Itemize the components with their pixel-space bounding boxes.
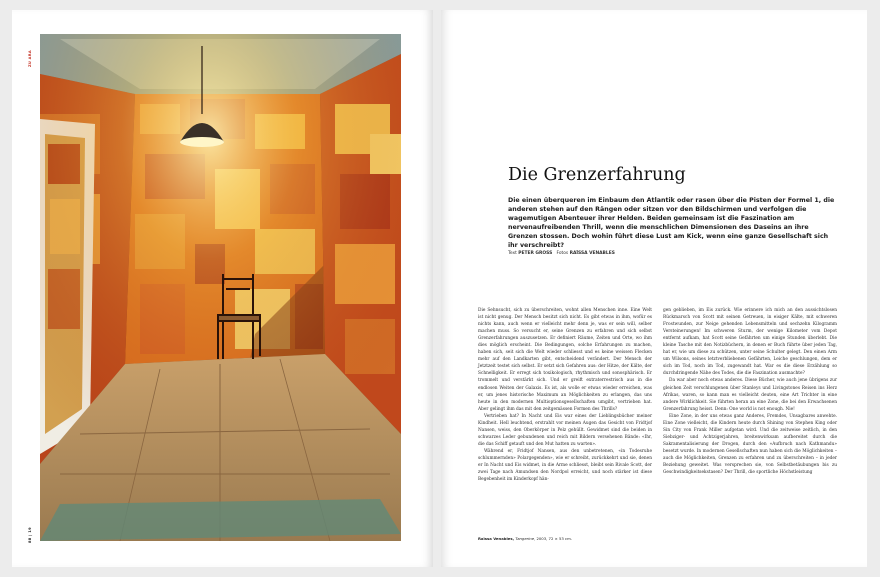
section-tag: ZU ARA <box>28 50 32 67</box>
article-lead: Die einen überqueren im Einbaum den Atlantik oder rasen über die Pisten der Formel 1, die anderen stehen auf den Rängen oder sitzen vor den Bildschirmen und verfolgen die wagemutigen Abenteuer ihrer Helden. Beiden gemeinsam ist die Faszination am nervenaufreibenden Thrill, wenn die menschlichen Dimensionen des Daseins an ihre Grenzen stossen. Doch wohin führt diese Lust am Kick, wenn eine ganze Gesellschaft sich ihr verschreibt? <box>508 197 835 249</box>
body-paragraph: gen geblieben, im Eis zurück. Wie erinnere ich mich an den aussichtslosen Rückmarsch von Scott mit seinen Getreuen, in eisiger Kälte, mit schweren Frostwunden, zur Neige gehenden Lebensmitteln und sechzehn Kilogramm Versteinerungen! Im schweren Sturm, der wenige Kilometer vom Depot entfernt aufkam, hat Scott seine Gefährten um einige Stunden überlebt. Die kleine Tasche mit den Notizbüchern, in denen er Buch führte über jeden Tag, hat er, wie um diese zu schützen, unter seine Schulter gelegt. Den einen Arm um Wilsons, seines letztverbliebenen Gefährten, Leiche geschlungen, dem er sich im Tod, noch im Tod, zugewandt hat. War es die diese Erzählung so durchdringende Nähe des Todes, die die Faszination ausmachte? <box>663 308 837 377</box>
credit-photographer: RAÏSSA VENABLES <box>569 251 615 256</box>
body-paragraph: Eine Zone, in der uns etwas ganz Anderes, Fremdes, Unsagbares anwehte. Eine Zone vielleicht, die Kindern heute durch Shining von Stephen King oder Sin City von Frank Miller aufgetan wird. Und die zeitweise zeitlich, in den Siebziger- und Achtzigerjahren, breitenwirksam aufbereitet durch die Sakramentalisierung der Drogen, durch den «Aufbruch nach Kathmandu» besetzt wurde. In modernen Gesellschaften nun haben sich die Möglichkeiten – auch die Möglichkeiten, Grenzen zu erfahren und zu überschreiten – in jeder Beziehung geweitet. Was versprechen sie, von Selbstbetäubungen bis zu Geschwindigkeitsekstasen? Der Thrill, die sportliche Höchstleistung <box>663 413 837 476</box>
body-column-2 <box>663 307 837 476</box>
article-credits <box>508 251 615 256</box>
caption-work: Tangerine, <box>515 536 536 541</box>
body-column-1 <box>478 307 652 483</box>
body-paragraph: Vertrieben hat? In Nacht und Eis war eines der Lieblingsbücher meiner Kindheit. Hell leuchtend, erstrahlt vor meinen Augen das Gesicht von Fridtjof Nansen, weiss, den Oberkörper in Pelz gehüllt. Gewidmet sind die beiden in schwarzes Leder gebundenen und reich mit Bildern versehenen Bände: «Ihr, die das Schiff getauft und den Mut hatten zu warten». <box>478 413 652 447</box>
feature-photo <box>40 34 401 541</box>
credit-author: PETER GROSS <box>518 251 553 256</box>
credit-photo-label: Fotos <box>556 251 569 256</box>
page-folio: 88 | 19 <box>28 527 32 543</box>
photo-caption <box>478 536 572 541</box>
right-page <box>441 10 867 567</box>
caption-details: 2003, 72 × 53 cm. <box>536 536 573 541</box>
article-title: Die Grenzerfahrung <box>508 165 686 185</box>
credit-text-label: Text <box>508 251 517 256</box>
body-paragraph: Da war aber noch etwas anderes. Diese Bücher, wie auch jene übrigens zur gleichen Zeit verschlungenen über Stanleys und Livingstones Reisen ins Herz Afrikas, waren, so kann man es vielleicht deuten, eine Art Trichter in eine andere Wirklichkeit. Sie führten heran an eine Zone, die bei den Erwachsenen Grenzerfahrung heisst. Denn: One world is not enough. Nie! <box>663 378 837 412</box>
caption-artist: Raïssa Venables, <box>478 536 515 541</box>
body-paragraph: Die Sehnsucht, sich zu überschreiten, wohnt allen Menschen inne. Eine Welt ist nicht genug. Der Mensch besitzt sich nicht. Es gibt etwas in ihm, wofür es nichts kann, auch wenn er vielleicht mehr denn je, was er sein will, selber machen muss. So versucht er, seine Grenzen zu erfahren und sich selbst Grenzerfahrungen auszusetzen. Er definiert Räume, Zeiten und Orte, wo ihm dies möglich erscheint. Die Bedingungen, solche Erfahrungen zu machen, haben sich, seit sich die Welt wieder schliesst und es keine weissen Flecken mehr auf den Landkarten gibt, entscheidend verändert. Der Mensch der Jetztzeit testet sich selbst. Er setzt sich Gefahren aus: der Hitze, der Kälte, der Schnelligkeit. Er erregt sich toxikologisch, rhythmisch und sonosphärisch. Er trommelt und verstärkt sich. Und er greift extraterrestrisch aus in die endlosen Weiten der Galaxis. Es ist, als wolle er etwas wieder erreichen, was er, um jenes historische Maximum an Möglichkeiten zu erlangen, das uns heute in den modernen Multioptionsgesellschaften umgibt, vertrieben hat. Aber gelingt ihm das mit den zeitgemässen Formen des Thrills? <box>478 308 652 412</box>
body-paragraph: Während er, Fridtjof Nansen, aus den unbetretenen, «in Todesruhe schlummernden» Polargegenden», wie er schreibt, zurückkehrt und sie, denen er In Nacht und Eis widmet, in die Arme schliesst, bleibt sein Rivale Scott, der zwei Tage nach Amundsen den Nordpol erreicht, und noch stärker ist diese Begebenheit im Kinderkopf hän- <box>478 448 652 483</box>
